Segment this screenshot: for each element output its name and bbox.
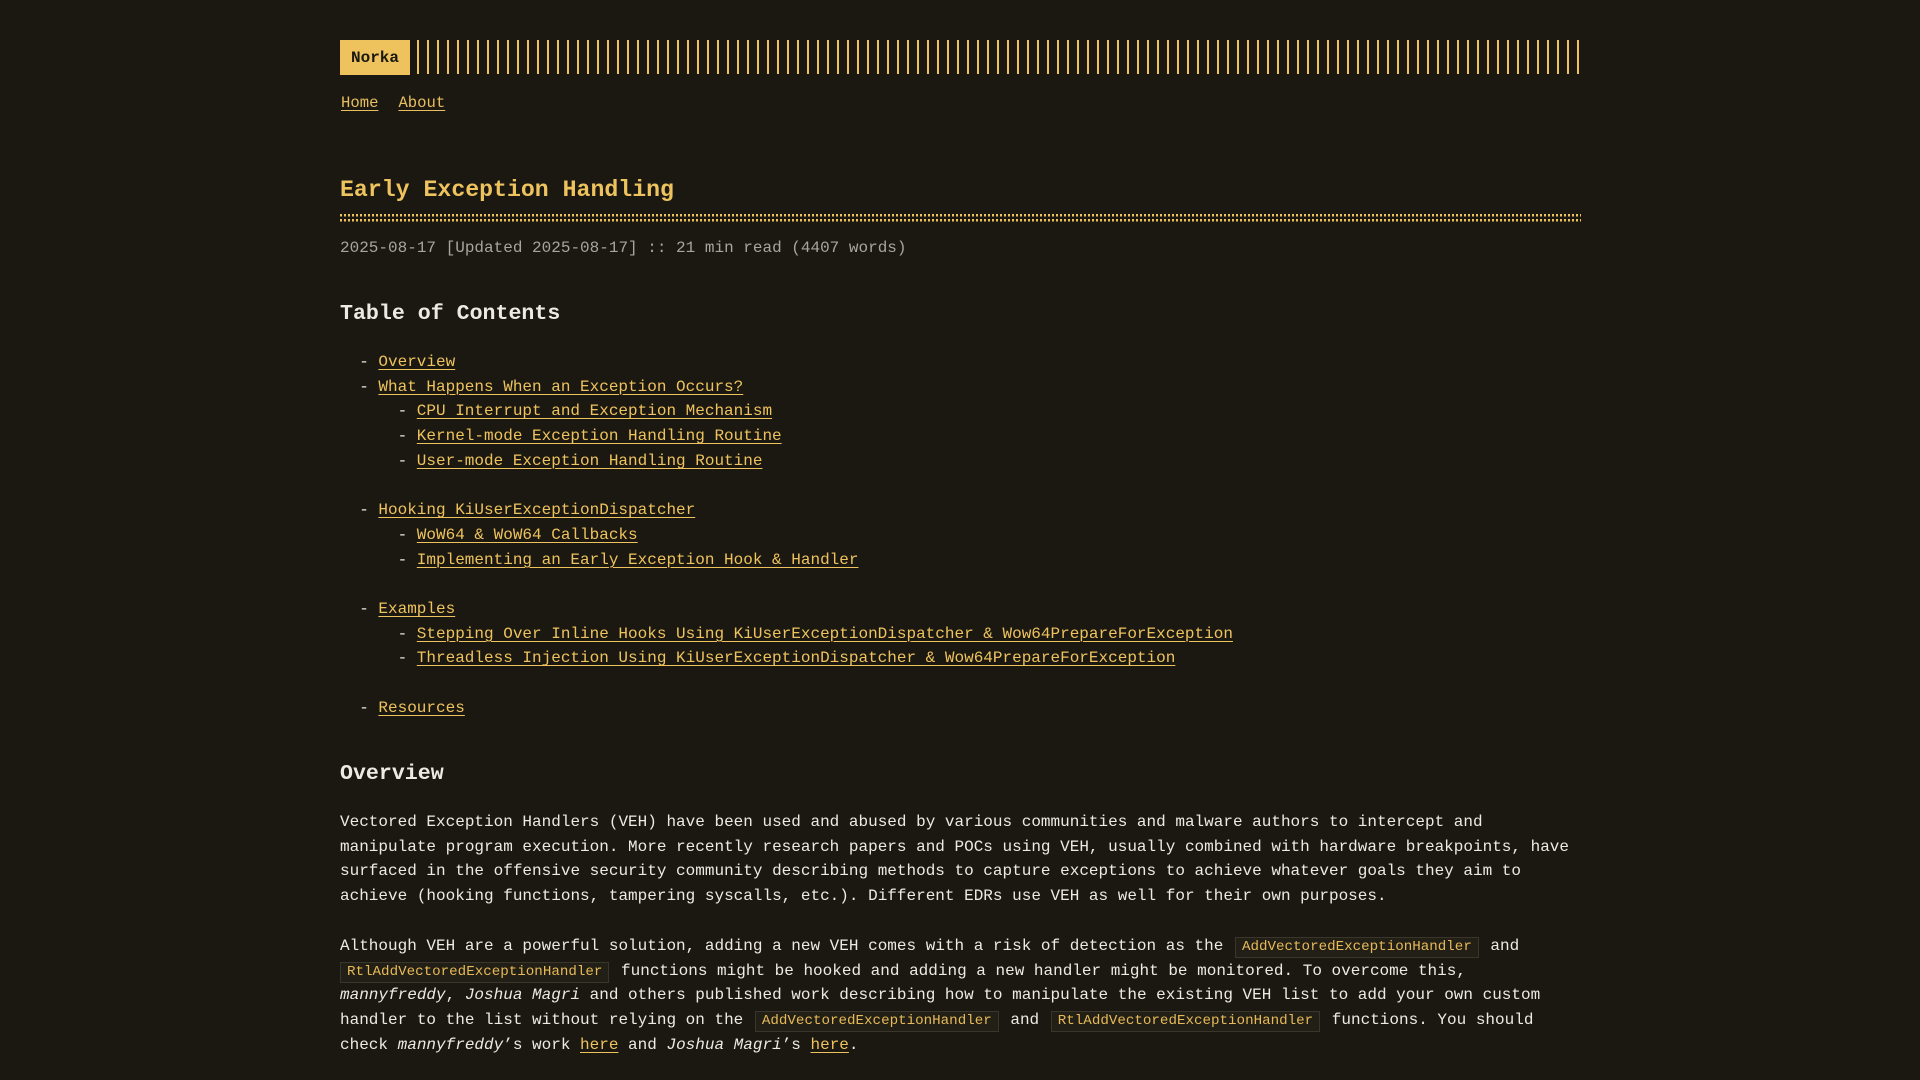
- toc-link[interactable]: Hooking KiUserExceptionDispatcher: [378, 501, 696, 520]
- toc-dash: -: [397, 427, 408, 446]
- toc-link[interactable]: Kernel-mode Exception Handling Routine: [416, 427, 782, 446]
- toc-item-wow64: [340, 523, 1581, 548]
- paragraph-line: [340, 934, 1581, 959]
- toc-heading: Table of Contents: [340, 302, 561, 326]
- toc-dash: -: [397, 402, 408, 421]
- paragraph-line: surfaced in the offensive security community describing methods to capture exceptions to achieve whatever goals they aim to: [340, 862, 1521, 881]
- toc-spacer: [340, 572, 1581, 597]
- toc-link[interactable]: Examples: [378, 600, 456, 618]
- toc-item-cpu-interrupt: [340, 399, 1581, 424]
- toc-spacer: [340, 671, 1581, 696]
- toc-dash: -: [359, 698, 369, 717]
- toc-dash: -: [397, 550, 408, 569]
- text: and others published work describing how to manipulate the existing VEH list to add your own custom: [580, 986, 1541, 1005]
- paragraph-line: [340, 1008, 1581, 1033]
- nav-link-home[interactable]: Home: [341, 94, 379, 112]
- toc-link[interactable]: What Happens When an Exception Occurs?: [378, 377, 744, 396]
- text: functions might be hooked and adding a new handler might be monitored. To overcome this,: [611, 961, 1466, 980]
- site-header: [340, 40, 1581, 75]
- link-joshua-magri-work[interactable]: here: [810, 1035, 849, 1054]
- post-meta: 2025-08-17 [Updated 2025-08-17] :: 21 min read (4407 words): [340, 239, 907, 257]
- paragraph-line: manipulate program execution. More recently research papers and POCs using VEH, usually combined with hardware breakpoints, have: [340, 837, 1569, 856]
- toc-item-examples: [340, 597, 1581, 622]
- toc-dash: -: [359, 377, 369, 396]
- toc-dash: -: [359, 600, 369, 618]
- paragraph-line: achieve (hooking functions, tampering syscalls, etc.). Different EDRs use VEH as well for their own purposes.: [340, 887, 1387, 906]
- text: ’s: [781, 1035, 811, 1054]
- site-logo[interactable]: Norka: [340, 40, 410, 75]
- toc-item-what-happens: [340, 375, 1581, 400]
- toc-link[interactable]: User-mode Exception Handling Routine: [416, 451, 763, 470]
- nav-link-about[interactable]: About: [398, 94, 446, 112]
- toc-item-resources: [340, 696, 1581, 721]
- inline-code: AddVectoredExceptionHandler: [755, 1011, 999, 1032]
- toc-dash: -: [397, 525, 408, 544]
- overview-paragraph-2: [340, 934, 1581, 1057]
- inline-code: RtlAddVectoredExceptionHandler: [340, 962, 609, 983]
- toc-item-implementing: [340, 548, 1581, 573]
- toc-item-stepping-over: [340, 622, 1581, 647]
- toc-dash: -: [397, 624, 408, 643]
- toc-link[interactable]: Resources: [378, 698, 465, 717]
- toc-dash: -: [359, 501, 369, 520]
- paragraph-line: [340, 983, 1581, 1008]
- main-nav: [341, 94, 445, 112]
- toc-link[interactable]: CPU Interrupt and Exception Mechanism: [416, 402, 773, 421]
- toc-dash: -: [397, 451, 408, 470]
- author-name: mannyfreddy: [340, 986, 446, 1005]
- toc-item-user-mode: [340, 449, 1581, 474]
- link-mannyfreddy-work[interactable]: here: [580, 1035, 619, 1054]
- toc-item-kernel-mode: [340, 424, 1581, 449]
- paragraph-line: [340, 959, 1581, 984]
- toc-link[interactable]: Overview: [378, 353, 456, 371]
- text: and: [618, 1035, 667, 1054]
- toc-spacer: [340, 474, 1581, 499]
- header-decorative-rule: [417, 40, 1581, 74]
- text: ’s work: [503, 1035, 581, 1054]
- paragraph-line: Vectored Exception Handlers (VEH) have been used and abused by various communities and malware authors to intercept and: [340, 813, 1483, 831]
- text: and: [1480, 937, 1520, 955]
- table-of-contents: [340, 350, 1581, 721]
- toc-item-overview: [340, 350, 1581, 375]
- text: .: [848, 1035, 859, 1054]
- overview-heading: Overview: [340, 762, 444, 786]
- author-name: Joshua Magri: [464, 986, 581, 1005]
- text: functions. You should: [1322, 1011, 1534, 1030]
- inline-code: RtlAddVectoredExceptionHandler: [1051, 1011, 1320, 1032]
- toc-dash: -: [359, 353, 369, 371]
- toc-dash: -: [397, 649, 408, 668]
- author-name: mannyfreddy: [397, 1035, 504, 1054]
- paragraph-line: [340, 1033, 1581, 1058]
- text: ,: [445, 986, 465, 1005]
- post-title: Early Exception Handling: [340, 177, 674, 203]
- text: Although VEH are a powerful solution, adding a new VEH comes with a risk of detection as the: [340, 937, 1233, 955]
- toc-link[interactable]: Threadless Injection Using KiUserExceptionDispatcher & Wow64PrepareForException: [416, 649, 1176, 668]
- text: check: [340, 1035, 398, 1054]
- text: handler to the list without relying on the: [340, 1011, 753, 1030]
- toc-link[interactable]: Implementing an Early Exception Hook & Handler: [416, 550, 859, 569]
- title-dotted-underline: [340, 214, 1581, 222]
- toc-item-threadless: [340, 646, 1581, 671]
- toc-link[interactable]: Stepping Over Inline Hooks Using KiUserExceptionDispatcher & Wow64PrepareForException: [416, 624, 1233, 643]
- inline-code: AddVectoredExceptionHandler: [1235, 937, 1479, 958]
- text: and: [1000, 1011, 1049, 1030]
- author-name: Joshua Magri: [666, 1035, 782, 1054]
- overview-paragraph-1: [340, 810, 1581, 909]
- toc-link[interactable]: WoW64 & WoW64 Callbacks: [416, 525, 638, 544]
- toc-item-hooking: [340, 498, 1581, 523]
